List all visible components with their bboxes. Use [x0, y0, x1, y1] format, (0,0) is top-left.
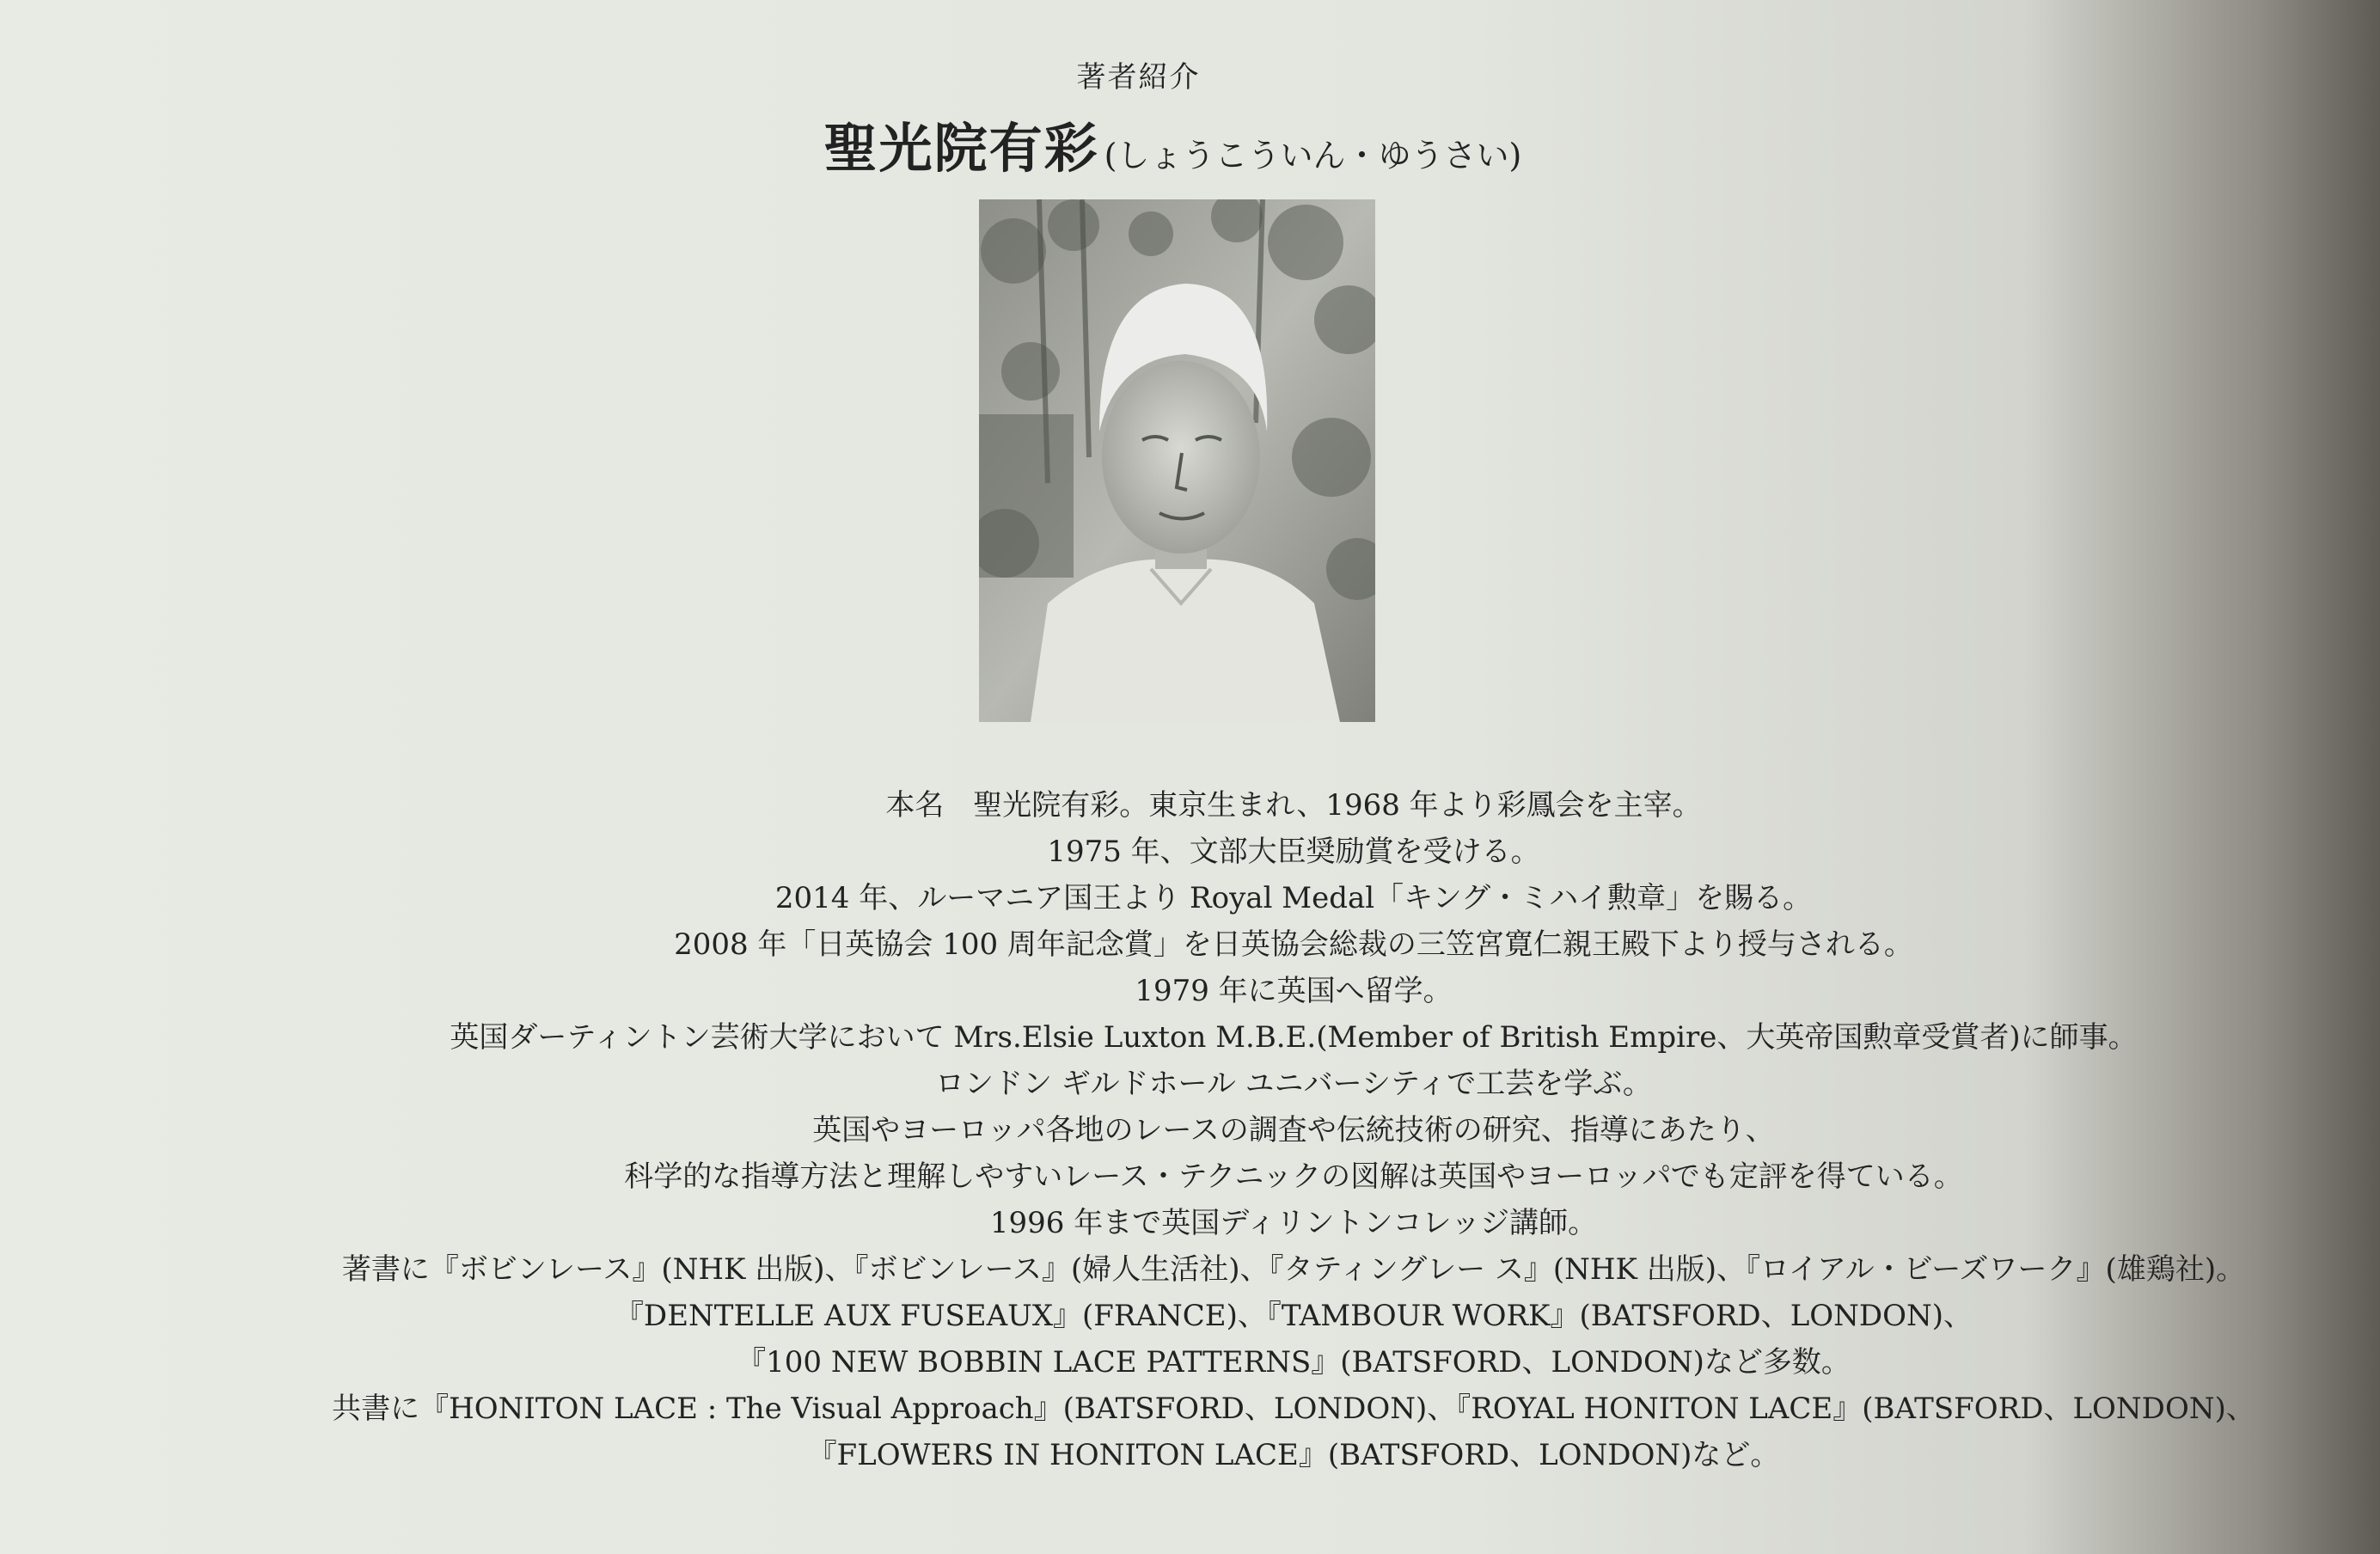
bio-line: 『100 NEW BOBBIN LACE PATTERNS』(BATSFORD、LONDON)など多数。 — [737, 1345, 1851, 1380]
author-heading — [0, 53, 2380, 182]
bio-line: 共書に『HONITON LACE : The Visual Approach』(BATSFORD、LONDON)、『ROYAL HONITON LACE』(BATSFORD、LONDON)、 — [332, 1392, 2255, 1426]
section-label: 著者紹介 — [1076, 60, 1201, 95]
author-name: 聖光院有彩 — [823, 117, 1099, 180]
bio-line: 英国ダーティントン芸術大学において Mrs.Elsie Luxton M.B.E.(Member of British Empire、大英帝国勲章受賞者)に師事。 — [450, 1020, 2138, 1055]
author-biography — [249, 782, 2338, 1478]
author-name-reading: (しょうこういん・ゆうさい) — [1104, 137, 1522, 174]
bio-line: ロンドン ギルドホール ユニバーシティで工芸を学ぶ。 — [935, 1067, 1652, 1101]
bio-line: 1975 年、文部大臣奨励賞を受ける。 — [1047, 835, 1540, 869]
author-title-line — [0, 106, 2380, 182]
bio-line: 本名 聖光院有彩。東京生まれ、1968 年より彩鳳会を主宰。 — [885, 788, 1702, 823]
bio-line: 『DENTELLE AUX FUSEAUX』(FRANCE)、『TAMBOUR WORK』(BATSFORD、LONDON)、 — [614, 1299, 1973, 1333]
bio-line: 科学的な指導方法と理解しやすいレース・テクニックの図解は英国やヨーロッパでも定評を得ている。 — [624, 1159, 1963, 1194]
author-photo — [979, 199, 1375, 722]
bio-line: 著書に『ボビンレース』(NHK 出版)、『ボビンレース』(婦人生活社)、『タティングレー ス』(NHK 出版)、『ロイアル・ビーズワーク』(雄鶏社)。 — [341, 1252, 2246, 1287]
bio-line: 1979 年に英国へ留学。 — [1135, 974, 1453, 1008]
bio-line: 『FLOWERS IN HONITON LACE』(BATSFORD、LONDON)など。 — [807, 1438, 1780, 1472]
bio-line: 1996 年まで英国ディリントンコレッジ講師。 — [989, 1206, 1598, 1240]
author-portrait-illustration — [979, 199, 1375, 722]
bio-line: 2008 年「日英協会 100 周年記念賞」を日英協会総裁の三笠宮寛仁親王殿下より授与される。 — [674, 927, 1913, 962]
bio-line: 2014 年、ルーマニア国王より Royal Medal「キング・ミハイ勲章」を賜る。 — [774, 881, 1813, 915]
bio-line: 英国やヨーロッパ各地のレースの調査や伝統技術の研究、指導にあたり、 — [812, 1113, 1775, 1147]
